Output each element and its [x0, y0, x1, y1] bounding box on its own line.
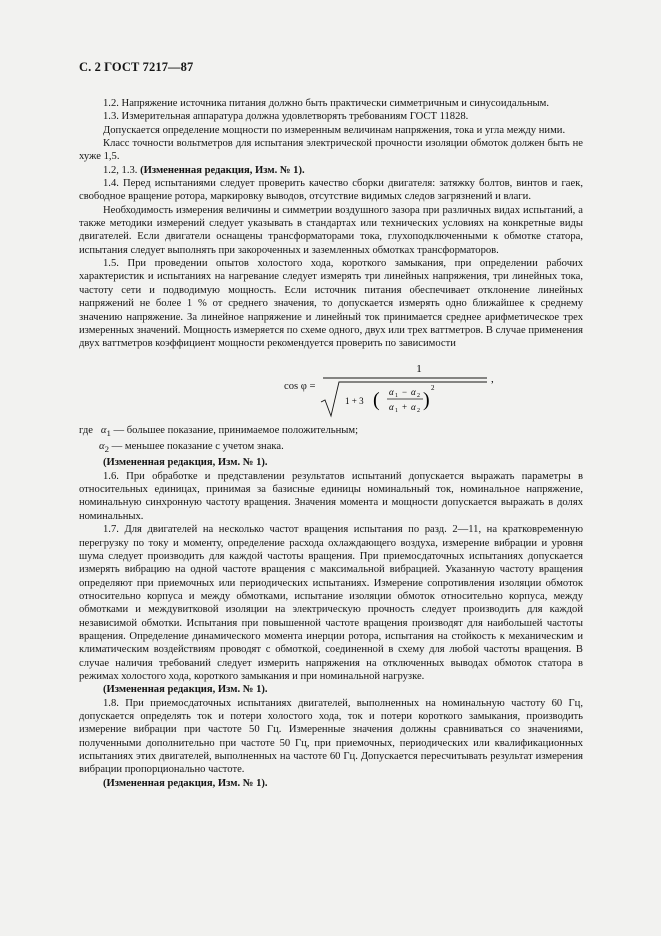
paragraph-1-3: 1.3. Измерительная аппаратура должна удовлетворять требованиям ГОСТ 11828. — [103, 111, 469, 123]
legend-alpha1 — [79, 424, 583, 440]
formula-lhs: cos φ = — [284, 380, 316, 392]
formula-exponent: 2 — [431, 383, 435, 392]
formula-alpha2-top: α — [411, 386, 416, 397]
formula-numerator: 1 — [416, 362, 422, 375]
paragraph-1-3-b: Допускается определение мощности по измеренным величинам напряжения, тока и угла между ними. — [103, 124, 566, 136]
paragraph-1-3-c: Класс точности вольтметров для испытания электрической прочности изоляции обмоток должен быть не хуже 1,5. — [79, 138, 583, 163]
legend-where: где — [79, 424, 93, 436]
edition-note-3 — [79, 683, 583, 696]
edition-note-4 — [79, 777, 583, 790]
legend-alpha2-sub: 2 — [104, 444, 109, 455]
formula-right-paren: ) — [423, 388, 430, 411]
formula-sub2-top: 2 — [417, 392, 420, 399]
legend-alpha1-sub: 1 — [106, 427, 111, 438]
formula-plus: + — [402, 401, 408, 412]
paragraph-1-4: 1.4. Перед испытаниями следует проверить качество сборки двигателя: затяжку болтов, винтов и гаек, свободное вращение ротора, маркировку выводов, отсутствие видимых следов загрязнений и влаги. — [79, 178, 583, 203]
formula-sub1-top: 1 — [395, 392, 398, 399]
paragraph-1-4-b: Необходимость измерения величины и симметрии воздушного зазора при различных видах испытаний, а также методики измерений следует указывать в стандартах или технических условиях на конкретные виды двигателей. Если двигатели оснащены трансформаторами тока, глухоподключенными к обмотке статора, испытания следует выполнять при закороченных и заземленных обмотках трансформаторов. — [79, 204, 583, 256]
paragraph-1-7: 1.7. Для двигателей на несколько частот вращения испытания по разд. 2—11, на кратковременную перегрузку по току и моменту, определение расхода охлаждающего воздуха, измерение вибрации и уровня шума следует производить для каждой частоты вращения. При приемосдаточных испытаниях допускается измерять вибрацию на одной частоте вращения с максимальной вибрацией. Указанную частоту вращения определяют при приемочных или периодических испытаниях. Измерение сопротивления изоляции обмоток относительно корпуса и между обмотками, испытание изоляции обмоток относительно корпуса, между обмотками и междувитковой изоляции на электрическую прочность следует производить для каждой независимой обмотки. Испытания при повышенной частоте вращения производят для наибольшей частоты вращения. Определение динамического момента инерции ротора, испытания на стойкость к механическим и климатическим воздействиям проводят с обмоткой, соединенной в схему для любой частоты вращения. В случае наличия требований следует измерить напряжения на отключенных выводах обмоток статора в режимах холостого хода, короткого замыкания и при номинальной нагрузке. — [79, 524, 583, 682]
paragraph-1-5: 1.5. При проведении опытов холостого хода, короткого замыкания, при определении рабочих характеристик и испытаниях на нагревание следует измерять три линейных напряжения, три линейных тока, частоту сети и подводимую мощность. Если источник питания обеспечивает отклонение линейных напряжений не более 1 % от среднего значения, то допускается измерять одно ближайшее к среднему значению напряжение. За линейное напряжение и линейный ток принимается среднее арифметическое трех измеренных значений. Мощность измеряется по схеме одного, двух или трех ваттметров. В случае применения двух ваттметров коэффициент мощности рекомендуется проверить по зависимости — [79, 258, 583, 350]
edition-note-1 — [79, 164, 583, 177]
formula-alpha1-top: α — [389, 386, 394, 397]
edition-note-4-text: (Измененная редакция, Изм. № 1). — [103, 777, 268, 789]
formula-alpha1-bottom: α — [389, 401, 394, 412]
formula-minus: − — [402, 386, 408, 397]
formula-alpha2-bottom: α — [411, 401, 416, 412]
legend-alpha1-symbol: α — [100, 424, 107, 436]
edition-note-1-text: (Измененная редакция, Изм. № 1). — [140, 164, 305, 176]
power-factor-formula — [79, 358, 583, 420]
paragraph-1-8: 1.8. При приемосдаточных испытаниях двигателей, выполненных на номинальную частоту 60 Гц, допускается определять ток и потери холостого хода, ток и потери короткого замыкания, производить измерение вибрации при частоте 50 Гц. Измеренные значения должны сравниваться со значениями, полученными дополнительно при частоте 50 Гц, при приемочных, периодических или квалификационных испытаниях этих двигателей, выполненных на частоте 60 Гц. Допускается пересчитывать результат измерения вибрации пропорционально частоте. — [79, 697, 583, 776]
legend-alpha2 — [79, 440, 583, 456]
paragraph-1-2: 1.2. Напряжение источника питания должно быть практически симметричным и синусоидальным. — [103, 98, 549, 109]
formula-sub2-bottom: 2 — [417, 407, 420, 414]
document-body — [79, 97, 583, 790]
formula-sub1-bottom: 1 — [395, 407, 398, 414]
formula-comma: , — [491, 372, 494, 385]
formula-radicand: 1 + 3 — [345, 395, 364, 406]
legend-alpha2-text: — меньшее показание с учетом знака. — [111, 440, 284, 452]
edition-note-2 — [79, 456, 583, 469]
formula-left-paren: ( — [373, 388, 380, 411]
edition-note-3-text: (Измененная редакция, Изм. № 1). — [103, 684, 268, 696]
page-header: С. 2 ГОСТ 7217—87 — [79, 60, 194, 74]
paragraph-1-6: 1.6. При обработке и представлении результатов испытаний допускается выражать параметры в относительных единицах, принимая за базисные единицы номинальный ток, номинальное напряжение, номинальную синхронную частоту вращения. Значения момента и мощности допускается выражать в долях номинальных. — [79, 470, 583, 522]
edition-note-2-text: (Измененная редакция, Изм. № 1). — [103, 457, 268, 469]
legend-alpha1-text: — большее показание, принимаемое положительным; — [113, 424, 359, 436]
formula-fraction — [319, 358, 519, 420]
edition-note-1-prefix: 1.2, 1.3. — [103, 164, 138, 176]
legend-alpha2-symbol: α — [99, 440, 105, 452]
formula-legend — [79, 424, 583, 457]
